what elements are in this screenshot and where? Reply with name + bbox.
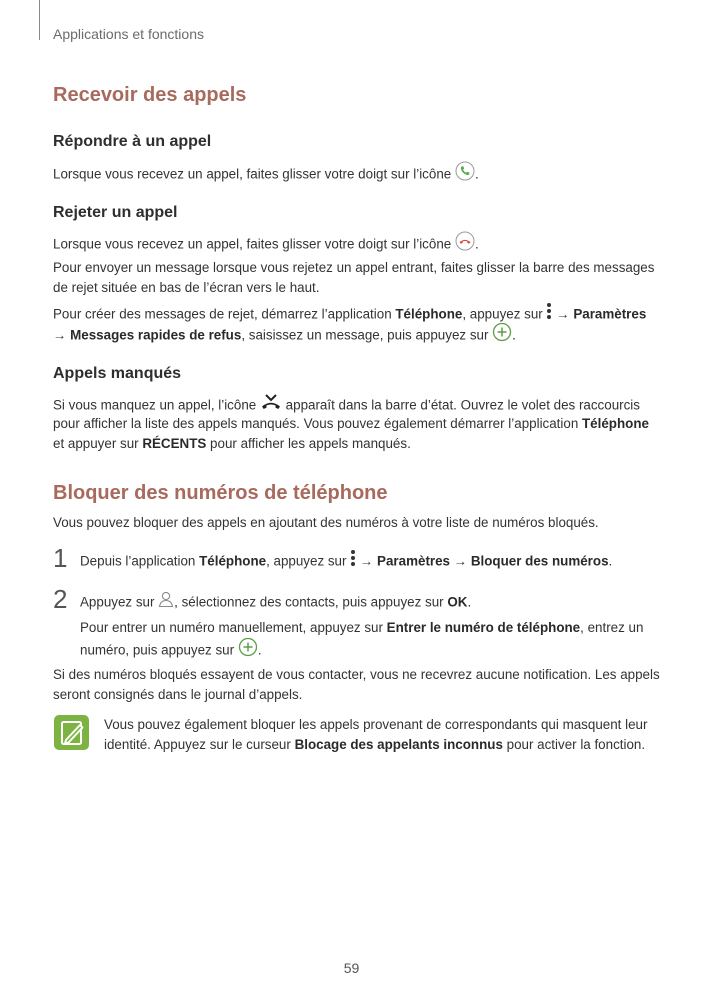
step-number-2: 2 bbox=[53, 584, 68, 614]
header-rule bbox=[39, 0, 40, 40]
reject-paragraph-2: Pour envoyer un message lorsque vous rejetez un appel entrant, faites glisser la barre des messages de rejet située en bas de l’écran vers le haut. bbox=[53, 260, 655, 295]
section-title-block-numbers: Bloquer des numéros de téléphone bbox=[53, 482, 388, 504]
step-2-subtext: Pour entrer un numéro manuellement, appuyez sur Entrer le numéro de téléphone, entrez un numéro, puis appuyez sur . bbox=[80, 618, 660, 658]
subsection-title-missed: Appels manqués bbox=[53, 365, 182, 382]
note-icon bbox=[54, 715, 89, 750]
contact-icon bbox=[158, 590, 174, 614]
missed-call-icon bbox=[260, 393, 282, 417]
step-2-text: Appuyez sur , sélectionnez des contacts, puis appuyez sur OK. bbox=[80, 591, 660, 611]
block-intro: Vous pouvez bloquer des appels en ajoutant des numéros à votre liste de numéros bloqués. bbox=[53, 515, 599, 530]
reject-paragraph-3: Pour créer des messages de rejet, démarrez l’application Téléphone, appuyez sur → Paramètres → Messages rapides de refus, saisissez un message, puis appuyez sur . bbox=[53, 303, 653, 343]
reject-paragraph-1: Lorsque vous recevez un appel, faites glisser votre doigt sur l’icône . bbox=[53, 232, 653, 252]
step-number-1: 1 bbox=[53, 543, 68, 573]
more-options-icon bbox=[350, 549, 356, 573]
step-1-text: Depuis l’application Téléphone, appuyez sur → Paramètres → Bloquer des numéros. bbox=[80, 550, 660, 570]
reject-call-icon bbox=[455, 231, 475, 257]
subsection-title-answer: Répondre à un appel bbox=[53, 133, 212, 150]
add-icon bbox=[492, 322, 512, 348]
page-number: 59 bbox=[343, 960, 360, 976]
answer-call-icon bbox=[455, 161, 475, 187]
section-title-receive-calls: Recevoir des appels bbox=[53, 84, 247, 106]
page-header: Applications et fonctions bbox=[53, 26, 204, 42]
answer-paragraph: Lorsque vous recevez un appel, faites glisser votre doigt sur l’icône . bbox=[53, 162, 653, 182]
missed-paragraph: Si vous manquez un appel, l’icône apparaît dans la barre d’état. Ouvrez le volet des raccourcis pour afficher la liste des appels manqués. Vous pouvez également démarrer l’application Téléphone et appuyer sur RÉCENTS pour afficher les appels manqués. bbox=[53, 394, 653, 454]
subsection-title-reject: Rejeter un appel bbox=[53, 204, 178, 221]
more-options-icon bbox=[546, 302, 552, 326]
add-icon bbox=[238, 637, 258, 663]
note-text: Vous pouvez également bloquer les appels provenant de correspondants qui masquent leur identité. Appuyez sur le curseur Blocage des appelants inconnus pour activer la fonction. bbox=[104, 717, 648, 752]
block-after-paragraph: Si des numéros bloqués essayent de vous contacter, vous ne recevrez aucune notification. Les appels seront consignés dans le journal d’appels. bbox=[53, 667, 660, 702]
